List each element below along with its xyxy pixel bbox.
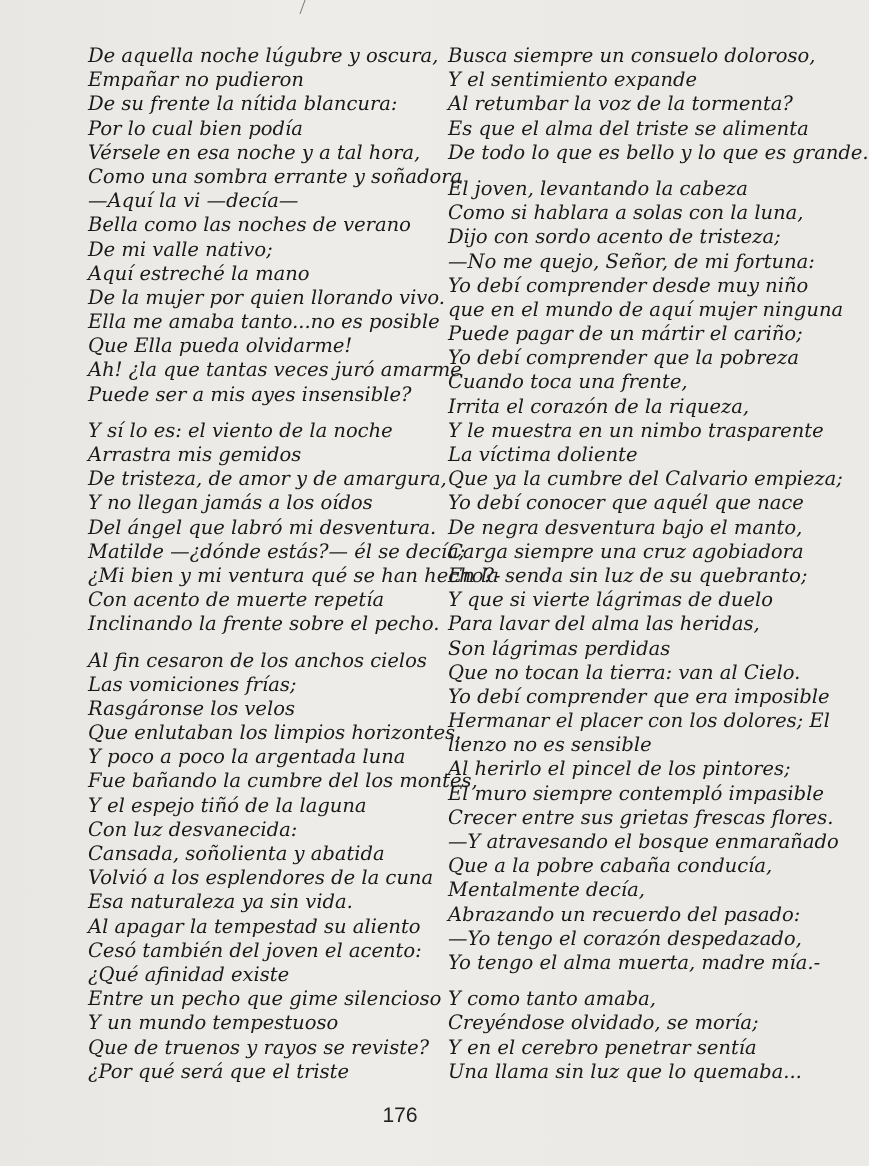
verse-line: Y que si vierte lágrimas de duelo [448, 588, 773, 612]
verse-line: —Y atravesando el bosque enmarañado [448, 830, 839, 853]
verse-line: Cuando toca una frente, [448, 370, 688, 394]
verse-line: Bella como las noches de verano [88, 213, 411, 237]
verse-line: Con acento de muerte repetía [88, 588, 385, 612]
verse-line: Vérsele en esa noche y a tal hora, [88, 140, 421, 164]
verse-line: Aquí estreché la mano [88, 261, 310, 285]
stanza-gap [88, 637, 433, 649]
stanza-gap [448, 975, 788, 987]
verse-line: Con luz desvanecida: [88, 817, 298, 841]
verse-line: Ella me amaba tanto...no es posible [88, 310, 440, 334]
verse-line: Irrita el corazón de la riqueza, [448, 394, 750, 418]
verse-line: Y el sentimiento expande [448, 68, 698, 92]
verse-line: El joven, levantando la cabeza [448, 176, 748, 200]
verse-line: Que no tocan la tierra: van al Cielo. [448, 660, 801, 684]
stanza [448, 987, 802, 1084]
stanza [88, 418, 501, 637]
verse-line: De la mujer por quien llorando vivo. [88, 285, 445, 309]
verse-line: De su frente la nítida blancura: [88, 92, 398, 116]
verse-line: Puede pagar de un mártir el cariño; [448, 322, 803, 346]
verse-line: Que ya la cumbre del Calvario empieza; [448, 467, 843, 491]
stanza-gap [448, 165, 788, 177]
verse-line: Mentalmente decía, [448, 878, 645, 902]
verse-line: Y no llegan jamás a los oídos [88, 491, 373, 515]
verse-line: —Yo tengo el corazón despedazado, [448, 926, 802, 950]
verse-line: Hermanar el placer con los dolores; El [448, 709, 830, 733]
verse-line: Inclinando la frente sobre el pecho. [88, 612, 440, 636]
verse-line: Las vomiciones frías; [88, 672, 297, 696]
verse-line: Al apagar la tempestad su aliento [88, 914, 421, 938]
verse-line: Busca siempre un consuelo doloroso, [448, 44, 816, 67]
verse-line: Empañar no pudieron [88, 68, 304, 92]
verse-line: Y el espejo tiñó de la laguna [88, 793, 367, 817]
verse-line: Crecer entre sus grietas frescas flores. [448, 805, 834, 829]
verse-line: El muro siempre contempló impasible [448, 781, 824, 805]
right-poem-column [448, 44, 869, 1084]
verse-line: Que de truenos y rayos se reviste? [88, 1035, 430, 1059]
verse-line: Puede ser a mis ayes insensible? [88, 382, 412, 406]
verse-line: De negra desventura bajo el manto, [448, 515, 803, 539]
stanza [448, 44, 869, 165]
verse-line: De tristeza, de amor y de amargura, [88, 467, 447, 491]
verse-line: que en el mundo de aquí mujer ninguna [448, 297, 844, 321]
verse-line: Ah! ¿la que tantas veces juró amarme [88, 358, 462, 382]
verse-line: Volvió a los esplendores de la cuna [88, 866, 434, 890]
stanza-gap [88, 407, 433, 419]
verse-line: Para lavar del alma las heridas, [448, 612, 760, 636]
verse-line: Arrastra mis gemidos [88, 443, 302, 466]
verse-line: Es que el alma del triste se alimenta [448, 116, 809, 140]
verse-line: Como si hablara a solas con la luna, [448, 201, 804, 225]
verse-line: De mi valle nativo; [88, 237, 273, 261]
verse-line: Y en el cerebro penetrar sentía [448, 1035, 757, 1059]
verse-line: ¿Qué afinidad existe [88, 962, 290, 986]
verse-line: Creyéndose olvidado, se moría; [448, 1011, 759, 1035]
verse-line: Al retumbar la voz de la tormenta? [448, 92, 793, 116]
verse-line: Cansada, soñolienta y abatida [88, 842, 385, 865]
verse-line: Yo tengo el alma muerta, madre mía.- [448, 950, 821, 974]
verse-line: Entre un pecho que gime silencioso [88, 987, 442, 1011]
verse-line: Por lo cual bien podía [88, 116, 303, 140]
verse-line: Carga siempre una cruz agobiadora [448, 539, 804, 563]
stanza [88, 648, 478, 1084]
page-number: 176 [382, 1104, 418, 1127]
verse-line: Yo debí comprender que la pobreza [448, 346, 799, 370]
verse-line: Dijo con sordo acento de tristeza; [448, 225, 781, 249]
verse-line: Y le muestra en un nimbo trasparente [448, 418, 824, 442]
verse-line: Esa naturaleza ya sin vida. [88, 890, 353, 914]
left-poem-column [88, 44, 501, 1084]
verse-line: lienzo no es sensible [448, 733, 652, 757]
verse-line: Al fin cesaron de los anchos cielos [88, 648, 427, 672]
verse-line: Abrazando un recuerdo del pasado: [448, 902, 801, 926]
page-edge-mark [299, 0, 313, 14]
verse-line: Yo debí comprender desde muy niño [448, 273, 809, 297]
verse-line: En la senda sin luz de su quebranto; [448, 563, 808, 587]
verse-line: Y poco a poco la argentada luna [88, 745, 406, 769]
verse-line: Que enlutaban los limpios horizontes, [88, 721, 462, 745]
verse-line: Del ángel que labró mi desventura. [88, 515, 437, 539]
verse-line: —No me quejo, Señor, de mi fortuna: [448, 249, 815, 273]
verse-line: ¿Mi bien y mi ventura qué se han hecho?- [88, 563, 501, 587]
verse-line: ¿Por qué será que el triste [88, 1059, 350, 1083]
verse-line: De aquella noche lúgubre y oscura, [88, 44, 439, 67]
verse-line: Matilde —¿dónde estás?— él se decía; [88, 539, 466, 563]
verse-line: De todo lo que es bello y lo que es grande. [448, 140, 869, 164]
verse-line: Que a la pobre cabaña conducía, [448, 854, 773, 878]
verse-line: Y sí lo es: el viento de la noche [88, 418, 393, 442]
verse-line: Una llama sin luz que lo quemaba... [448, 1059, 802, 1083]
verse-line: Y un mundo tempestuoso [88, 1011, 339, 1035]
verse-line: Rasgáronse los velos [88, 696, 295, 720]
verse-line: Yo debí comprender que era imposible [448, 684, 830, 708]
verse-line: Al herirlo el pincel de los pintores; [448, 757, 791, 781]
verse-line: La víctima doliente [448, 443, 638, 466]
verse-line: Y como tanto amaba, [448, 987, 657, 1011]
verse-line: Yo debí conocer que aquél que nace [448, 491, 804, 515]
verse-line: —Aquí la vi —decía— [88, 189, 299, 213]
verse-line: Como una sombra errante y soñadora [88, 164, 463, 188]
verse-line: Fue bañando la cumbre del los montes, [88, 769, 478, 793]
stanza [88, 44, 463, 407]
verse-line: Son lágrimas perdidas [448, 636, 671, 660]
verse-line: Cesó también del joven el acento: [88, 938, 422, 962]
verse-line: Que Ella pueda olvidarme! [88, 334, 353, 358]
stanza [448, 176, 844, 975]
